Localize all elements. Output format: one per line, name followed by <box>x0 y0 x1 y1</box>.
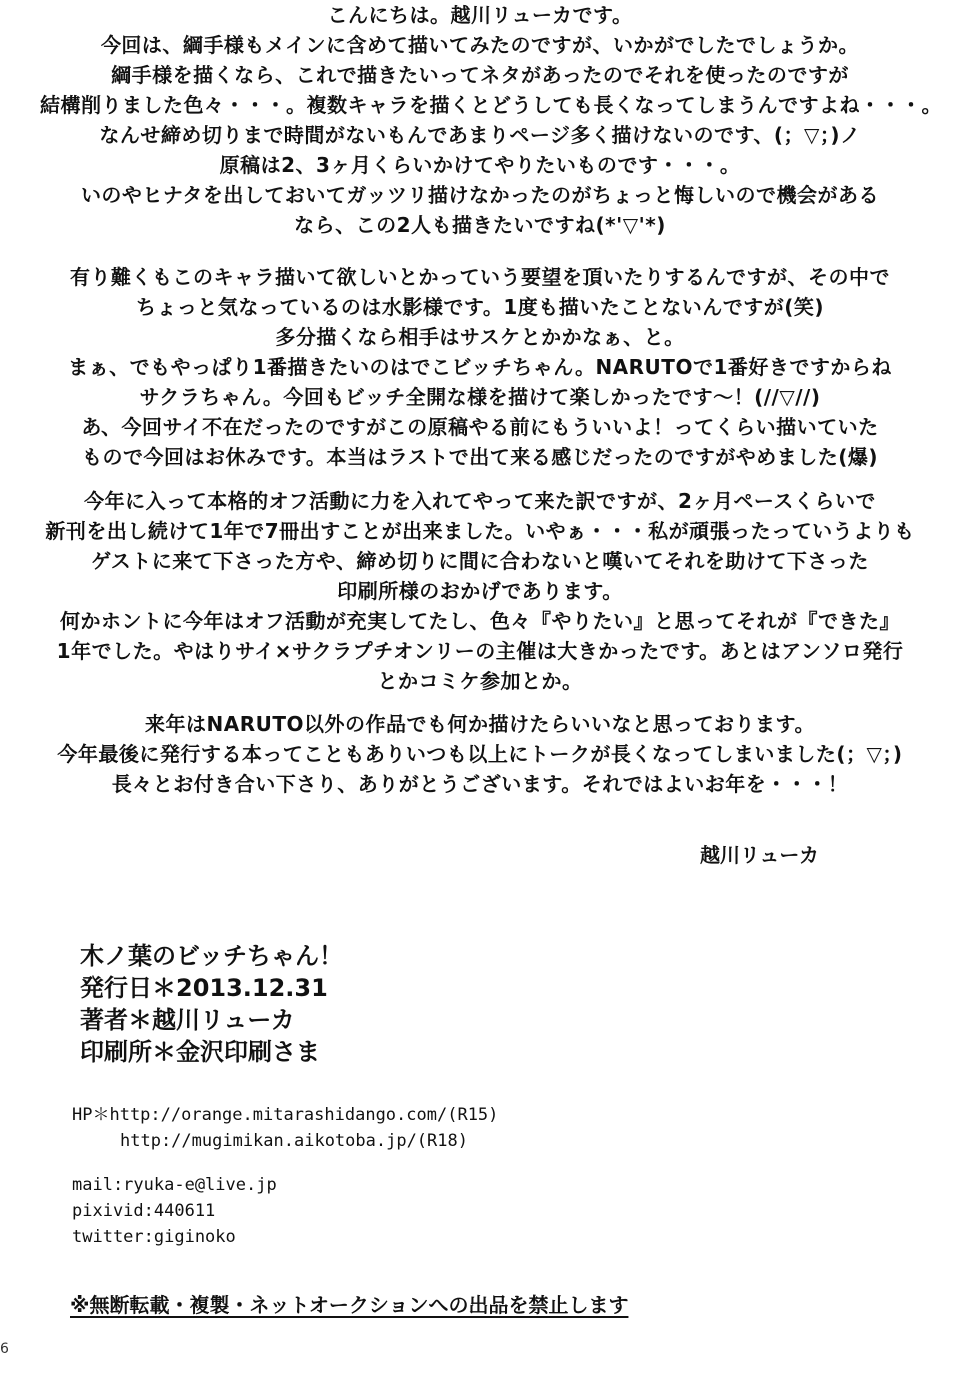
text-line: ゲストに来て下さった方や、締め切りに間に合わないと嘆いてそれを助けて下さった <box>91 549 869 573</box>
afterword-paragraph-4 <box>40 709 920 799</box>
text-line: 新刊を出し続けて1年で7冊出すことが出来ました。いやぁ・・・私が頑張ったっていうよりも <box>45 519 915 543</box>
book-title: 木ノ葉のビッチちゃん！ <box>80 942 344 970</box>
page-number: 6 <box>0 1341 9 1357</box>
text-line: 1年でした。やはりサイ×サクラプチオンリーの主催は大きかったです。あとはアンソロ発行 <box>56 639 904 663</box>
text-line: 有り難くもこのキャラ描いて欲しいとかっていう要望を頂いたりするんですが、その中で <box>70 265 890 289</box>
text-line: ちょっと気なっているのは水影様です。1度も描いたことないんですが(笑) <box>135 295 825 319</box>
text-line: 多分描くなら相手はサスケとかかなぁ、と。 <box>275 325 685 349</box>
twitter-handle: twitter:giginoko <box>72 1227 236 1247</box>
text-line: いのやヒナタを出しておいてガッツリ描けなかったのがちょっと悔しいので機会がある <box>80 183 880 207</box>
text-line: 結構削りました色々・・・。複数キャラを描くとどうしても長くなってしまうんですよね・・・。 <box>40 93 942 117</box>
text-line: サクラちゃん。今回もビッチ全開な様を描けて楽しかったです～！(//▽//) <box>139 385 821 409</box>
homepage-url-r15: HP＊http://orange.mitarashidango.com/(R15) <box>72 1105 499 1125</box>
text-line: 何かホントに今年はオフ活動が充実してたし、色々『やりたい』と思ってそれが『できた』 <box>60 609 900 633</box>
text-line: 長々とお付き合い下さり、ありがとうございます。それではよいお年を・・・！ <box>111 772 849 796</box>
text-line: とかコミケ参加とか。 <box>377 669 583 693</box>
text-line: 今年最後に発行する本ってこともありいつも以上にトークが長くなってしまいました(；▽；) <box>57 742 903 766</box>
text-line: 今回は、綱手様もメインに含めて描いてみたのですが、いかがでしたでしょうか。 <box>100 33 860 57</box>
text-line: こんにちは。越川リューカです。 <box>327 3 633 27</box>
colophon <box>80 940 343 1068</box>
text-line: まぁ、でもやっぱり1番描きたいのはでこビッチちゃん。NARUTOで1番好きですからね <box>68 355 892 379</box>
copyright-notice: ※無断転載・複製・ネットオークションへの出品を禁止します <box>70 1293 629 1317</box>
homepage-url-r18: http://mugimikan.aikotoba.jp/(R18) <box>120 1131 468 1151</box>
pixiv-id: pixivid:440611 <box>72 1201 216 1221</box>
text-line: なんせ締め切りまで時間がないもんであまりページ多く描けないのです、(；▽；)ノ <box>99 123 861 147</box>
issue-date: 発行日＊2013.12.31 <box>80 974 328 1002</box>
homepage-links <box>72 1102 498 1154</box>
text-line: 今年に入って本格的オフ活動に力を入れてやって来た訳ですが、2ヶ月ペースくらいで <box>84 489 876 513</box>
author-credit: 著者＊越川リューカ <box>80 1006 295 1034</box>
afterword-paragraph-2 <box>40 262 920 472</box>
printer-credit: 印刷所＊金沢印刷さま <box>80 1038 320 1066</box>
text-line: 印刷所様のおかげであります。 <box>337 579 623 603</box>
text-line: 来年はNARUTO以外の作品でも何か描けたらいいなと思っております。 <box>145 712 815 736</box>
text-line: 綱手様を描くなら、これで描きたいってネタがあったのでそれを使ったのですが <box>111 63 849 87</box>
text-line: あ、今回サイ不在だったのですがこの原稿やる前にもういいよ！ってくらい描いていた <box>81 415 879 439</box>
afterword-paragraph-1 <box>40 0 942 240</box>
text-line: もので今回はお休みです。本当はラストで出て来る感じだったのですがやめました(爆) <box>81 445 879 469</box>
afterword-paragraph-3 <box>40 486 920 696</box>
text-line: 原稿は2、3ヶ月くらいかけてやりたいものです・・・。 <box>219 153 741 177</box>
text-line: なら、この2人も描きたいですね(*'▽'*) <box>294 213 666 237</box>
author-signature: 越川リューカ <box>700 843 819 867</box>
contact-info <box>72 1172 277 1250</box>
mail-address: mail:ryuka-e@live.jp <box>72 1175 277 1195</box>
